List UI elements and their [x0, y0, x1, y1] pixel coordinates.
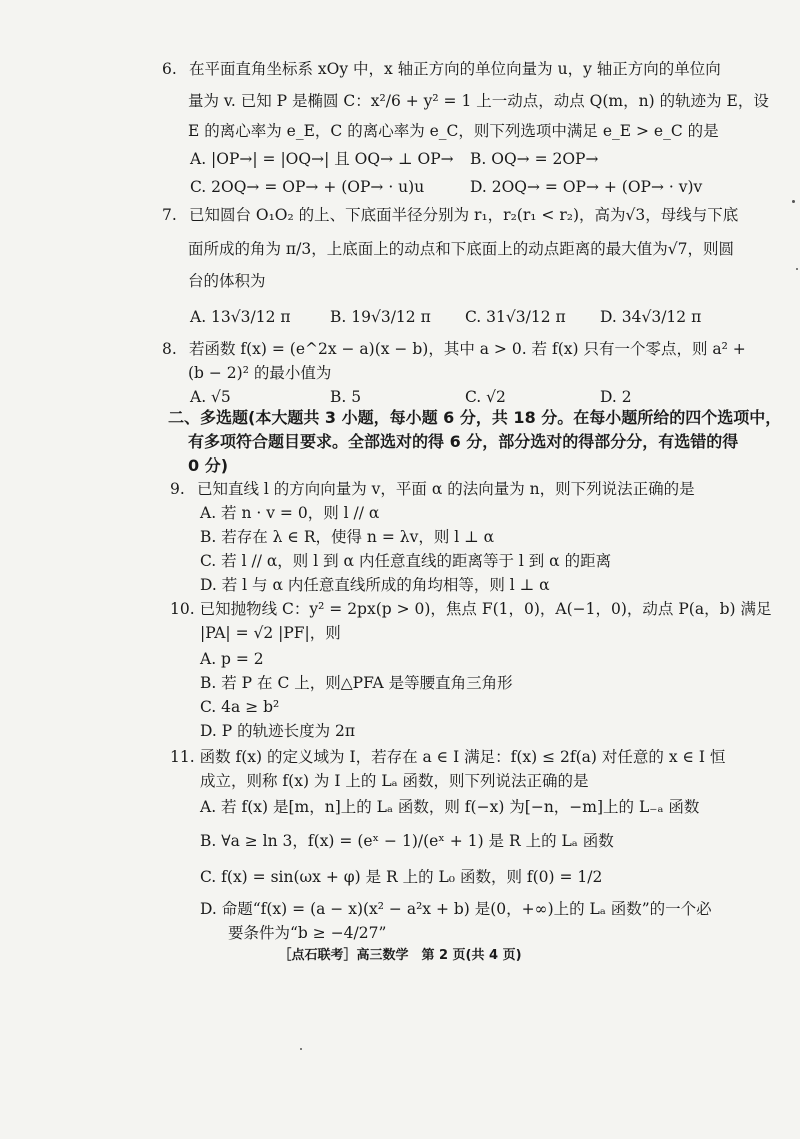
- question-text-line: 成立，则称 f(x) 为 I 上的 Lₐ 函数，则下列说法正确的是: [200, 772, 589, 790]
- option-c: C. f(x) = sin(ωx + φ) 是 R 上的 L₀ 函数，则 f(0) = 1/2: [200, 868, 603, 886]
- question-number: 10.: [170, 600, 195, 618]
- question-number: 8.: [162, 340, 177, 358]
- question-number: 6.: [162, 60, 177, 78]
- option-c: C. 31√3/12 π: [465, 308, 566, 326]
- option-c: C. 若 l // α，则 l 到 α 内任意直线的距离等于 l 到 α 的距离: [200, 552, 612, 570]
- option-a: A. 13√3/12 π: [190, 308, 291, 326]
- question-text-line: 量为 v. 已知 P 是椭圆 C：x²/6 + y² = 1 上一动点，动点 Q(m，n) 的轨迹为 E，设: [188, 92, 769, 110]
- option-b: B. 19√3/12 π: [330, 308, 431, 326]
- question-text-line: 函数 f(x) 的定义域为 I，若存在 a ∈ I 满足：f(x) ≤ 2f(a) 对任意的 x ∈ I 恒: [199, 748, 726, 766]
- question-number: 7.: [162, 206, 177, 224]
- option-a: A. 若 n · v = 0，则 l // α: [200, 504, 380, 522]
- scan-speck: [792, 200, 795, 203]
- option-b: B. 若 P 在 C 上，则△PFA 是等腰直角三角形: [200, 674, 513, 692]
- option-c: C. √2: [465, 388, 506, 406]
- question-text-line: 已知直线 l 的方向向量为 v，平面 α 的法向量为 n，则下列说法正确的是: [196, 480, 695, 498]
- question-text-line: 若函数 f(x) = (e^2x − a)(x − b)，其中 a > 0. 若 f(x) 只有一个零点，则 a² +: [188, 340, 746, 358]
- exam-page: 6. 在平面直角坐标系 xOy 中，x 轴正方向的单位向量为 u，y 轴正方向的单位向 量为 v. 已知 P 是椭圆 C：x²/6 + y² = 1 上一动点，动点 Q(m，n) 的轨迹为 E，设 E 的离心率为 e_E，C 的离心率为 e_C，则下列选项中满足 e_E > e_C 的是 A. |OP→| = |OQ→| 且 OQ→ ⊥ OP→ B. OQ→ = 2OP→ C. 2OQ→ = OP→ + (OP→ · u)u D. 2OQ→ = OP→ + (OP→ · v)v 7. 已知圆台 O₁O₂ 的上、下底面半径分别为 r₁，r₂(r₁ < r₂)，高为√3，母线与下底 面所成的角为 π/3，上底面上的动点和下底面上的动点距离的最大值为√7，则圆 台的体积为 A. 13√3/12 π B. 19√3/12 π C. 31√3/12 π D. 34√3/12 π 8. 若函数 f(x) = (e^2x − a)(x − b)，其中 a > 0. 若 f(x) 只有一个零点，则 a² + (b − 2)² 的最小值为 A. √5 B. 5 C. √2 D. 2 二、多选题(本大题共 3 小题，每小题 6 分，共 18 分。在每小题所给的四个选项中， 有多项符合题目要求。全部选对的得 6 分，部分选对的得部分分，有选错的得 0 分) 9. 已知直线 l 的方向向量为 v，平面 α 的法向量为 n，则下列说法正确的是 A. 若 n · v = 0，则 l // α B. 若存在 λ ∈ R，使得 n = λv，则 l ⊥ α C. 若 l // α，则 l 到 α 内任意直线的距离等于 l 到 α 的距离 D. 若 l 与 α 内任意直线所成的角均相等，则 l ⊥ α 10. 已知抛物线 C：y² = 2px(p > 0)，焦点 F(1，0)，A(−1，0)，动点 P(a，b) 满足 |PA| = √2 |PF|，则 A. p = 2 B. 若 P 在 C 上，则△PFA 是等腰直角三角形 C. 4a ≥ b² D. P 的轨迹长度为 2π 11. 函数 f(x) 的定义域为 I，若存在 a ∈ I 满足：f(x) ≤ 2f(a) 对任意的 x ∈ I 恒 成立，则称 f(x) 为 I 上的 Lₐ 函数，则下列说法正确的是 A. 若 f(x) 是[m，n]上的 Lₐ 函数，则 f(−x) 为[−n，−m]上的 L₋ₐ 函数 B. ∀a ≥ ln 3，f(x) = (eˣ − 1)/(eˣ + 1) 是 R 上的 Lₐ 函数 C. f(x) = sin(ωx + φ) 是 R 上的 L₀ 函数，则 f(0) = 1/2 D. 命题“f(x) = (a − x)(x² − a²x + b) 是(0，+∞)上的 Lₐ 函数”的一个必 要条件为“b ≥ −4/27” ［点石联考］高三数学 第 2 页(共 4 页): [0, 0, 800, 1139]
- option-b: B. ∀a ≥ ln 3，f(x) = (eˣ − 1)/(eˣ + 1) 是 R 上的 Lₐ 函数: [200, 832, 614, 850]
- option-a: A. p = 2: [200, 650, 264, 668]
- option-c: C. 4a ≥ b²: [200, 698, 280, 716]
- option-d: D. 34√3/12 π: [600, 308, 702, 326]
- question-text-line: 已知抛物线 C：y² = 2px(p > 0)，焦点 F(1，0)，A(−1，0)，动点 P(a，b) 满足: [199, 600, 772, 618]
- option-b: B. 若存在 λ ∈ R，使得 n = λv，则 l ⊥ α: [200, 528, 495, 546]
- option-d: D. 2OQ→ = OP→ + (OP→ · v)v: [470, 178, 703, 196]
- question-text-line: 要条件为“b ≥ −4/27”: [228, 924, 387, 942]
- question-text-line: 在平面直角坐标系 xOy 中，x 轴正方向的单位向量为 u，y 轴正方向的单位向: [188, 60, 721, 78]
- scan-speck: [300, 1048, 302, 1050]
- option-d: D. P 的轨迹长度为 2π: [200, 722, 356, 740]
- option-d: D. 2: [600, 388, 632, 406]
- question-number: 9.: [170, 480, 185, 498]
- page-footer: ［点石联考］高三数学 第 2 页(共 4 页): [278, 948, 522, 963]
- question-text-line: (b − 2)² 的最小值为: [188, 364, 332, 382]
- option-b: B. OQ→ = 2OP→: [470, 150, 599, 168]
- option-a: A. |OP→| = |OQ→| 且 OQ→ ⊥ OP→: [190, 150, 454, 168]
- option-d: D. 命题“f(x) = (a − x)(x² − a²x + b) 是(0，+∞)上的 Lₐ 函数”的一个必: [200, 900, 712, 918]
- option-b: B. 5: [330, 388, 362, 406]
- option-a: A. 若 f(x) 是[m，n]上的 Lₐ 函数，则 f(−x) 为[−n，−m]上的 L₋ₐ 函数: [200, 798, 700, 816]
- question-text-line: |PA| = √2 |PF|，则: [200, 624, 341, 642]
- option-d: D. 若 l 与 α 内任意直线所成的角均相等，则 l ⊥ α: [200, 576, 550, 594]
- option-c: C. 2OQ→ = OP→ + (OP→ · u)u: [190, 178, 425, 196]
- question-text-line: E 的离心率为 e_E，C 的离心率为 e_C，则下列选项中满足 e_E > e_C 的是: [188, 122, 719, 140]
- question-text-line: 台的体积为: [188, 272, 266, 290]
- option-a: A. √5: [190, 388, 231, 406]
- question-text-line: 面所成的角为 π/3，上底面上的动点和下底面上的动点距离的最大值为√7，则圆: [188, 240, 734, 258]
- question-number: 11.: [170, 748, 195, 766]
- question-text-line: 已知圆台 O₁O₂ 的上、下底面半径分别为 r₁，r₂(r₁ < r₂)，高为√3，母线与下底: [188, 206, 739, 224]
- scan-speck: [796, 268, 798, 270]
